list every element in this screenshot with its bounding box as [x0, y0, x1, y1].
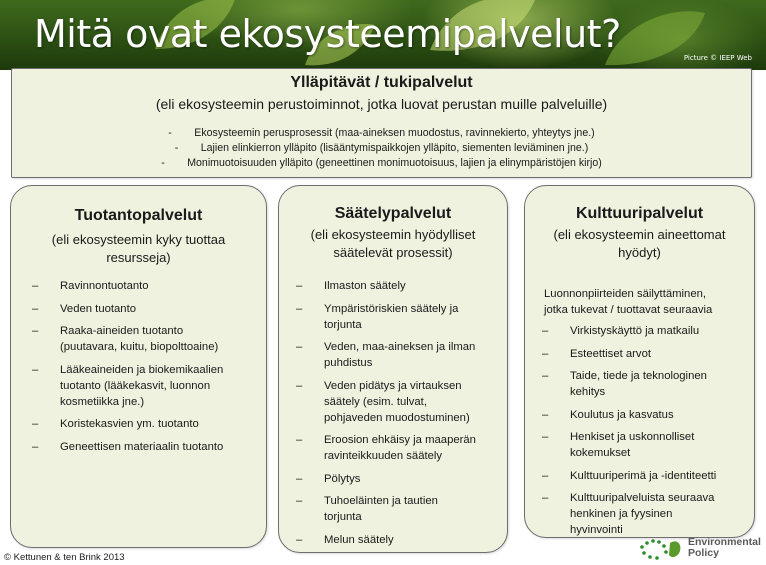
list-item-line: – Tuhoeläinten ja tautien — [324, 495, 438, 507]
list-item — [296, 471, 501, 487]
list-item-line: – Kulttuuriperimä ja -identiteetti — [570, 469, 717, 482]
list-item-line: torjunta — [324, 318, 362, 331]
cultural-services-intro — [544, 286, 746, 318]
dash-bullet: - — [161, 157, 165, 169]
list-item — [32, 278, 260, 294]
list-item — [542, 368, 746, 400]
list-item-line: tuotanto (lääkekasvit, luonnon — [60, 379, 211, 392]
header-banner — [0, 0, 766, 70]
subtitle-line: säätelevät prosessit) — [333, 245, 453, 260]
list-item-line: henkinen ja fyysinen — [570, 508, 673, 520]
picture-credit: Picture © IEEP Web — [683, 54, 752, 62]
list-item-text: Monimuotoisuuden ylläpito (geneettinen monimuotoisuus, lajien ja elinympäristöjen kirjo) — [187, 157, 602, 169]
list-item — [296, 278, 501, 294]
list-item — [296, 339, 501, 371]
list-item-text: Ekosysteemin perusprosessit (maa-aineksen muodostus, ravinnekierto, yhteytys jne.) — [194, 127, 595, 139]
list-item-line: – Kulttuuripalveluista seuraava — [570, 492, 715, 504]
list-item — [542, 468, 746, 484]
supporting-services-box — [11, 68, 752, 178]
list-item-line: – Veden, maa-aineksen ja ilman — [324, 341, 476, 353]
cultural-services-box — [524, 185, 755, 538]
list-item — [542, 490, 746, 538]
intro-line: Luonnonpiirteiden säilyttäminen, — [544, 288, 707, 300]
list-item — [296, 378, 501, 426]
list-item — [32, 439, 260, 455]
logo-text — [688, 537, 761, 559]
list-item-line: kokemukset — [570, 447, 631, 459]
provisioning-services-title: Tuotantopalvelut — [74, 207, 203, 224]
list-item-line: – Geneettisen materiaalin tuotanto — [60, 440, 224, 453]
list-item — [32, 416, 260, 432]
list-item — [542, 346, 746, 362]
environmental-policy-logo — [636, 537, 766, 565]
list-item — [32, 362, 260, 410]
list-item-line: – Virkistyskäyttö ja matkailu — [570, 325, 700, 337]
list-item — [32, 301, 260, 317]
intro-line: jotka tukevat / tuottavat seuraavia — [544, 304, 713, 316]
list-item-line: – Ravinnontuotanto — [60, 280, 149, 292]
dash-bullet: - — [168, 127, 172, 139]
list-item — [12, 141, 751, 156]
subtitle-line: (eli ekosysteemin aineettomat — [553, 227, 726, 242]
list-item-line: hyvinvointi — [570, 524, 623, 536]
page-title: Mitä ovat ekosysteemipalvelut? — [34, 12, 621, 56]
list-item-line: – Henkiset ja uskonnolliset — [570, 431, 695, 443]
list-item-line: – Esteettiset arvot — [570, 347, 651, 360]
logo-line: Policy — [688, 547, 719, 559]
list-item — [296, 493, 501, 525]
list-item-line: – Koristekasvien ym. tuotanto — [60, 418, 199, 430]
list-item-line: – Raaka-aineiden tuotanto — [60, 325, 184, 337]
list-item — [296, 301, 501, 333]
footer-credit: © Kettunen & ten Brink 2013 — [4, 552, 125, 563]
cultural-services-subtitle — [533, 226, 746, 262]
cultural-services-list — [542, 323, 746, 545]
list-item-line: torjunta — [324, 511, 362, 523]
list-item-line: – Ympäristöriskien säätely ja — [324, 302, 459, 315]
subtitle-line: resursseja) — [106, 250, 171, 265]
list-item — [542, 429, 746, 461]
list-item-line: – Veden tuotanto — [60, 302, 137, 315]
provisioning-services-box — [10, 185, 267, 548]
list-item-line: (puutavara, kuitu, biopolttoaine) — [60, 341, 219, 353]
subtitle-line: (eli ekosysteemin hyödylliset — [310, 227, 476, 242]
list-item-text: Lajien elinkierron ylläpito (lisääntymispaikkojen ylläpito, siementen leviäminen jne.) — [200, 142, 589, 154]
list-item — [542, 323, 746, 339]
supporting-services-list — [12, 126, 751, 171]
regulating-services-title: Säätelypalvelut — [334, 205, 452, 222]
list-item — [12, 126, 751, 141]
regulating-services-subtitle — [287, 226, 499, 262]
subtitle-line: (eli ekosysteemin kyky tuottaa — [51, 232, 226, 247]
list-item-line: kehitys — [570, 386, 606, 398]
logo-line: Environmental — [688, 536, 761, 548]
list-item-line: – Lääkeaineiden ja biokemikaalien — [60, 363, 224, 376]
list-item — [296, 532, 501, 548]
list-item — [542, 407, 746, 423]
subtitle-line: hyödyt) — [618, 245, 661, 260]
eu-stars-icon — [636, 537, 686, 565]
list-item — [296, 432, 501, 464]
provisioning-services-list — [32, 278, 260, 461]
list-item-line: – Ilmaston säätely — [324, 280, 406, 292]
regulating-services-list — [296, 278, 501, 554]
dash-bullet: - — [174, 142, 179, 154]
list-item — [32, 323, 260, 355]
supporting-services-title: Ylläpitävät / tukipalvelut — [290, 74, 473, 91]
provisioning-services-subtitle — [19, 231, 258, 267]
list-item-line: ravinteikkuuden säätely — [324, 450, 443, 462]
supporting-services-subtitle: (eli ekosysteemin perustoiminnot, jotka luovat perustan muille palveluille) — [155, 96, 608, 112]
list-item-line: – Taide, tiede ja teknologinen — [570, 370, 707, 382]
list-item-line: säätely (esim. tulvat, — [324, 395, 427, 408]
list-item-line: puhdistus — [324, 357, 373, 369]
list-item-line: – Pölytys — [324, 472, 361, 485]
list-item-line: kosmetiikka jne.) — [60, 395, 145, 408]
cultural-services-title: Kulttuuripalvelut — [575, 205, 704, 222]
list-item-line: – Eroosion ehkäisy ja maaperän — [324, 434, 476, 446]
list-item-line: – Melun säätely — [324, 533, 394, 546]
list-item — [12, 156, 751, 171]
list-item-line: – Koulutus ja kasvatus — [570, 408, 674, 421]
regulating-services-box — [278, 185, 508, 553]
list-item-line: – Veden pidätys ja virtauksen — [324, 379, 462, 392]
list-item-line: pohjaveden muodostuminen) — [324, 411, 470, 424]
